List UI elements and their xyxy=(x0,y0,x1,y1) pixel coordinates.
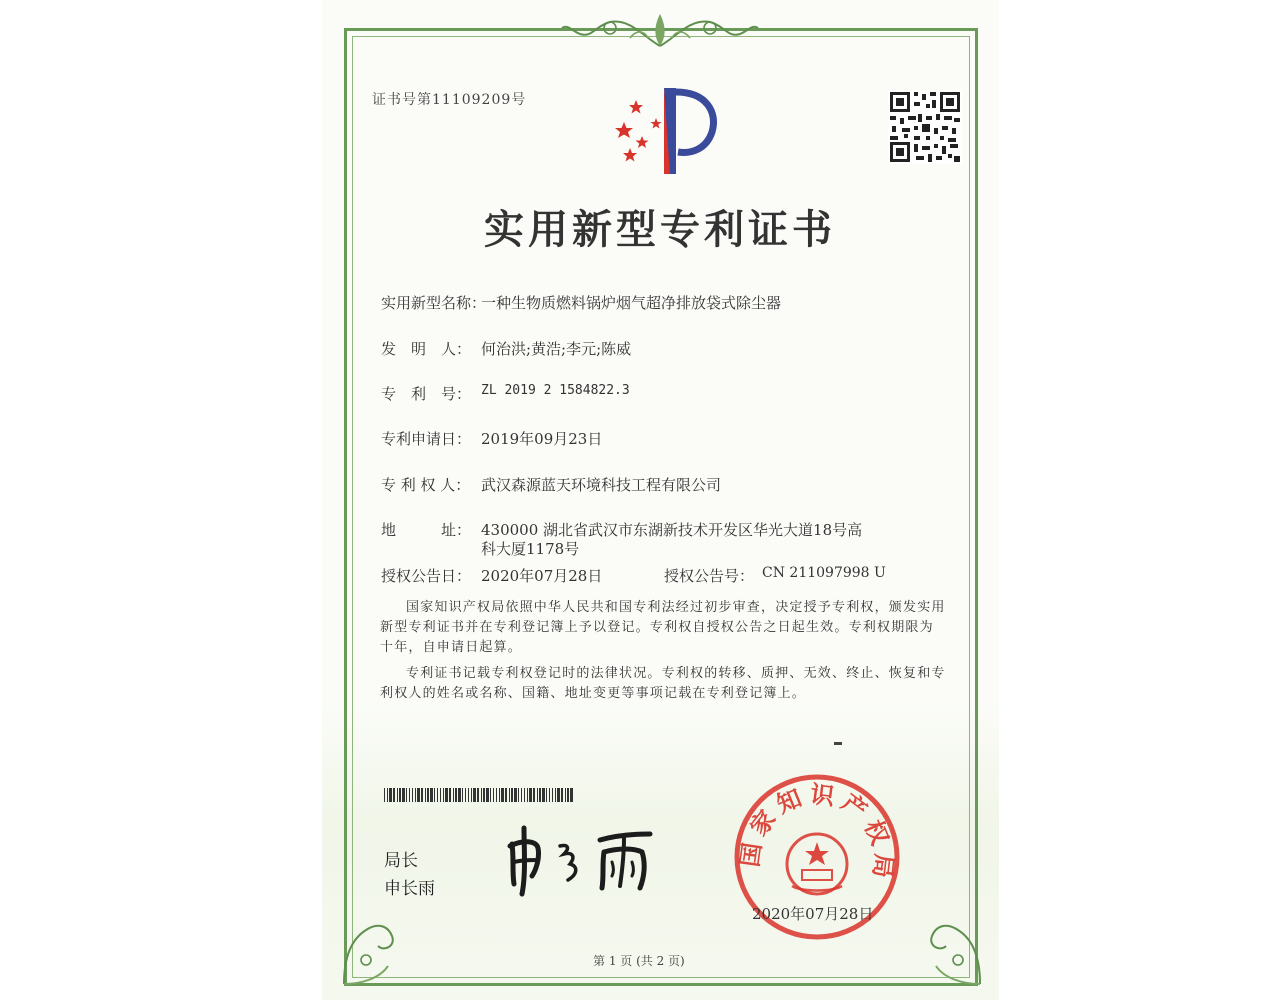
barcode-bar xyxy=(417,788,420,802)
barcode-bar xyxy=(399,788,401,802)
handwritten-signature xyxy=(492,818,672,898)
bottom-right-ornament xyxy=(918,900,988,990)
inventor-value: 何治洪;黄浩;李元;陈威 xyxy=(481,340,632,358)
barcode-bar xyxy=(483,788,485,802)
barcode-bar xyxy=(427,788,429,802)
barcode-bar xyxy=(397,788,398,802)
barcode-bar xyxy=(499,788,500,802)
barcode-bar xyxy=(430,788,433,802)
barcode-bar xyxy=(509,788,510,802)
barcode-bar xyxy=(549,788,550,802)
barcode-bar xyxy=(406,788,407,802)
barcode-bar xyxy=(458,788,461,802)
barcode-bar xyxy=(471,788,472,802)
barcode-bar xyxy=(490,788,491,802)
barcode-bar xyxy=(437,788,438,802)
barcode-bar xyxy=(455,788,457,802)
patent-number-label: 专 利 号： xyxy=(381,385,472,403)
barcode-bar xyxy=(493,788,494,802)
barcode xyxy=(384,788,574,802)
barcode-bar xyxy=(565,788,566,802)
barcode-bar xyxy=(501,788,504,802)
barcode-bar xyxy=(421,788,423,802)
barcode-bar xyxy=(465,788,466,802)
barcode-bar xyxy=(529,788,532,802)
barcode-bar xyxy=(511,788,513,802)
barcode-bar xyxy=(561,788,563,802)
barcode-bar xyxy=(521,788,522,802)
barcode-bar xyxy=(546,788,547,802)
signatory-name: 申长雨 xyxy=(384,879,435,899)
barcode-bar xyxy=(473,788,476,802)
body-paragraph-2: 专利证书记载专利权登记时的法律状况。专利权的转移、质押、无效、终止、恢复和专利权人的姓名或名称、国籍、地址变更等事项记载在专利登记簿上。 xyxy=(380,666,946,701)
barcode-bar xyxy=(524,788,525,802)
small-mark xyxy=(834,742,842,745)
barcode-bar xyxy=(402,788,405,802)
barcode-bar xyxy=(518,788,519,802)
barcode-bar xyxy=(468,788,469,802)
filing-date-label: 专利申请日： xyxy=(381,430,472,448)
top-ornament xyxy=(560,8,760,52)
barcode-bar xyxy=(552,788,553,802)
barcode-bar xyxy=(570,788,573,802)
barcode-bar xyxy=(443,788,444,802)
filing-date-value: 2019年09月23日 xyxy=(481,430,603,448)
certificate-number: 证书号第11109209号 xyxy=(372,92,527,108)
seal-date: 2020年07月28日 xyxy=(752,905,874,923)
qr-code xyxy=(888,90,962,164)
patent-office-emblem xyxy=(606,82,724,178)
barcode-bar xyxy=(425,788,426,802)
barcode-bar xyxy=(505,788,507,802)
grant-number-label: 授权公告号： xyxy=(664,567,755,585)
utility-model-name-label: 实用新型名称： xyxy=(381,294,487,312)
barcode-bar xyxy=(412,788,413,802)
signatory-title: 局长 xyxy=(384,851,418,871)
barcode-bar xyxy=(539,788,541,802)
barcode-bar xyxy=(486,788,489,802)
barcode-bar xyxy=(440,788,441,802)
utility-model-name-value: 一种生物质燃料锅炉烟气超净排放袋式除尘器 xyxy=(481,294,782,312)
barcode-bar xyxy=(409,788,410,802)
bottom-left-ornament xyxy=(336,900,406,990)
barcode-bar xyxy=(514,788,517,802)
barcode-bar xyxy=(496,788,497,802)
barcode-bar xyxy=(453,788,454,802)
barcode-bar xyxy=(527,788,528,802)
grant-date-value: 2020年07月28日 xyxy=(481,567,603,585)
document-title: 实用新型专利证书 xyxy=(484,206,836,253)
barcode-bar xyxy=(434,788,435,802)
barcode-bar xyxy=(415,788,416,802)
barcode-bar xyxy=(542,788,545,802)
grant-date-label: 授权公告日： xyxy=(381,567,472,585)
address-line-1: 430000 湖北省武汉市东湖新技术开发区华光大道18号高 xyxy=(481,521,863,539)
barcode-bar xyxy=(533,788,535,802)
patent-number-value: ZL 2019 2 1584822.3 xyxy=(481,383,630,398)
seal-text: 国家知识产权局 xyxy=(735,780,899,886)
body-paragraph-1: 国家知识产权局依照中华人民共和国专利法经过初步审查，决定授予专利权，颁发实用新型专利证书并在专利登记簿上予以登记。专利权自授权公告之日起生效。专利权期限为十年，自申请日起算。 xyxy=(380,600,946,655)
barcode-bar xyxy=(389,788,392,802)
barcode-bar xyxy=(393,788,395,802)
patentee-value: 武汉森源蓝天环境科技工程有限公司 xyxy=(481,476,722,494)
barcode-bar xyxy=(387,788,388,802)
barcode-bar xyxy=(567,788,569,802)
barcode-bar xyxy=(462,788,463,802)
inventor-label: 发 明 人： xyxy=(381,340,472,358)
barcode-bar xyxy=(445,788,448,802)
barcode-bar xyxy=(557,788,560,802)
address-label: 地 址： xyxy=(381,521,472,539)
barcode-bar xyxy=(384,788,385,802)
grant-number-value: CN 211097998 U xyxy=(762,565,886,581)
page-number: 第 1 页 (共 2 页) xyxy=(593,954,685,968)
barcode-bar xyxy=(555,788,556,802)
barcode-bar xyxy=(481,788,482,802)
address-line-2: 科大厦1178号 xyxy=(481,540,580,558)
barcode-bar xyxy=(449,788,451,802)
patentee-label: 专 利 权 人： xyxy=(381,476,471,494)
barcode-bar xyxy=(537,788,538,802)
barcode-bar xyxy=(477,788,479,802)
